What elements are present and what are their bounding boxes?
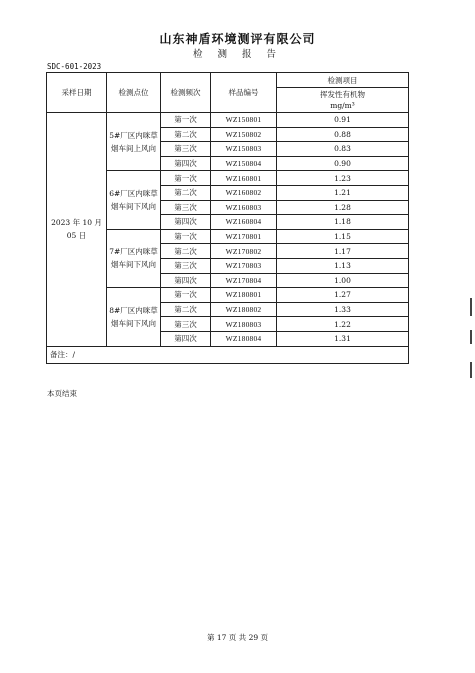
sample-number-cell: WZ180804: [211, 331, 277, 346]
frequency-cell: 第四次: [161, 331, 211, 346]
page-footer: 第 17 页 共 29 页: [206, 633, 268, 642]
document-number: SDC-601-2023: [47, 62, 102, 71]
frequency-cell: 第二次: [161, 185, 211, 200]
sample-number-cell: WZ180802: [211, 302, 277, 317]
location-cell: 7#厂区内咪草烟车间下风向: [107, 229, 161, 287]
scan-margin-mark: [470, 330, 472, 344]
frequency-cell: 第一次: [161, 229, 211, 244]
frequency-cell: 第一次: [161, 171, 211, 186]
sample-number-cell: WZ160804: [211, 215, 277, 230]
frequency-cell: 第一次: [161, 113, 211, 128]
sample-number-cell: WZ170801: [211, 229, 277, 244]
frequency-cell: 第三次: [161, 258, 211, 273]
frequency-cell: 第三次: [161, 317, 211, 332]
table-body: [47, 113, 409, 347]
voc-value-cell: 1.23: [277, 171, 409, 186]
frequency-cell: 第二次: [161, 127, 211, 142]
location-cell: 5#厂区内咪草烟车间上风向: [107, 113, 161, 171]
voc-value-cell: 0.90: [277, 156, 409, 171]
sample-number-cell: WZ180803: [211, 317, 277, 332]
voc-value-cell: 1.31: [277, 331, 409, 346]
sample-number-cell: WZ160801: [211, 171, 277, 186]
voc-value-cell: 1.33: [277, 302, 409, 317]
voc-value-cell: 0.91: [277, 113, 409, 128]
frequency-cell: 第一次: [161, 288, 211, 303]
sample-number-cell: WZ160802: [211, 185, 277, 200]
voc-value-cell: 1.28: [277, 200, 409, 215]
frequency-cell: 第二次: [161, 302, 211, 317]
company-name: 山东神盾环境测评有限公司: [159, 32, 316, 46]
table-row: [47, 113, 409, 128]
voc-value-cell: 1.21: [277, 185, 409, 200]
remarks-cell: 备注：/: [47, 346, 409, 363]
report-title: 检 测 报 告: [192, 49, 283, 60]
voc-value-cell: 1.00: [277, 273, 409, 288]
voc-value-cell: 0.88: [277, 127, 409, 142]
sample-number-cell: WZ150804: [211, 156, 277, 171]
sample-number-cell: WZ170802: [211, 244, 277, 259]
voc-value-cell: 1.15: [277, 229, 409, 244]
location-cell: 8#厂区内咪草烟车间下风向: [107, 288, 161, 346]
header-location: 检测点位: [107, 73, 161, 113]
sample-number-cell: WZ160803: [211, 200, 277, 215]
frequency-cell: 第二次: [161, 244, 211, 259]
header-sample-number: 样品编号: [211, 73, 277, 113]
sample-number-cell: WZ150802: [211, 127, 277, 142]
header-sampling-date: 采样日期: [47, 73, 107, 113]
frequency-cell: 第三次: [161, 200, 211, 215]
location-cell: 6#厂区内咪草烟车间下风向: [107, 171, 161, 229]
voc-value-cell: 1.13: [277, 258, 409, 273]
header-voc-unit: mg/m³: [330, 101, 355, 110]
voc-value-cell: 1.27: [277, 288, 409, 303]
sample-number-cell: WZ170803: [211, 258, 277, 273]
header-voc-label: 挥发性有机物: [320, 90, 365, 99]
sample-number-cell: WZ170804: [211, 273, 277, 288]
sample-number-cell: WZ180801: [211, 288, 277, 303]
frequency-cell: 第四次: [161, 215, 211, 230]
sample-number-cell: WZ150803: [211, 142, 277, 157]
frequency-cell: 第三次: [161, 142, 211, 157]
scan-margin-mark: [470, 362, 472, 378]
sampling-date-cell: 2023 年 10 月 05 日: [47, 113, 107, 347]
page-end-note: 本页结束: [47, 389, 77, 398]
header-voc: [277, 88, 409, 113]
sample-number-cell: WZ150801: [211, 113, 277, 128]
results-table: [46, 72, 409, 364]
voc-value-cell: 0.83: [277, 142, 409, 157]
header-test-items: 检测项目: [277, 73, 409, 88]
voc-value-cell: 1.17: [277, 244, 409, 259]
voc-value-cell: 1.22: [277, 317, 409, 332]
frequency-cell: 第四次: [161, 273, 211, 288]
header-frequency: 检测频次: [161, 73, 211, 113]
scan-margin-mark: [470, 298, 472, 316]
voc-value-cell: 1.18: [277, 215, 409, 230]
frequency-cell: 第四次: [161, 156, 211, 171]
